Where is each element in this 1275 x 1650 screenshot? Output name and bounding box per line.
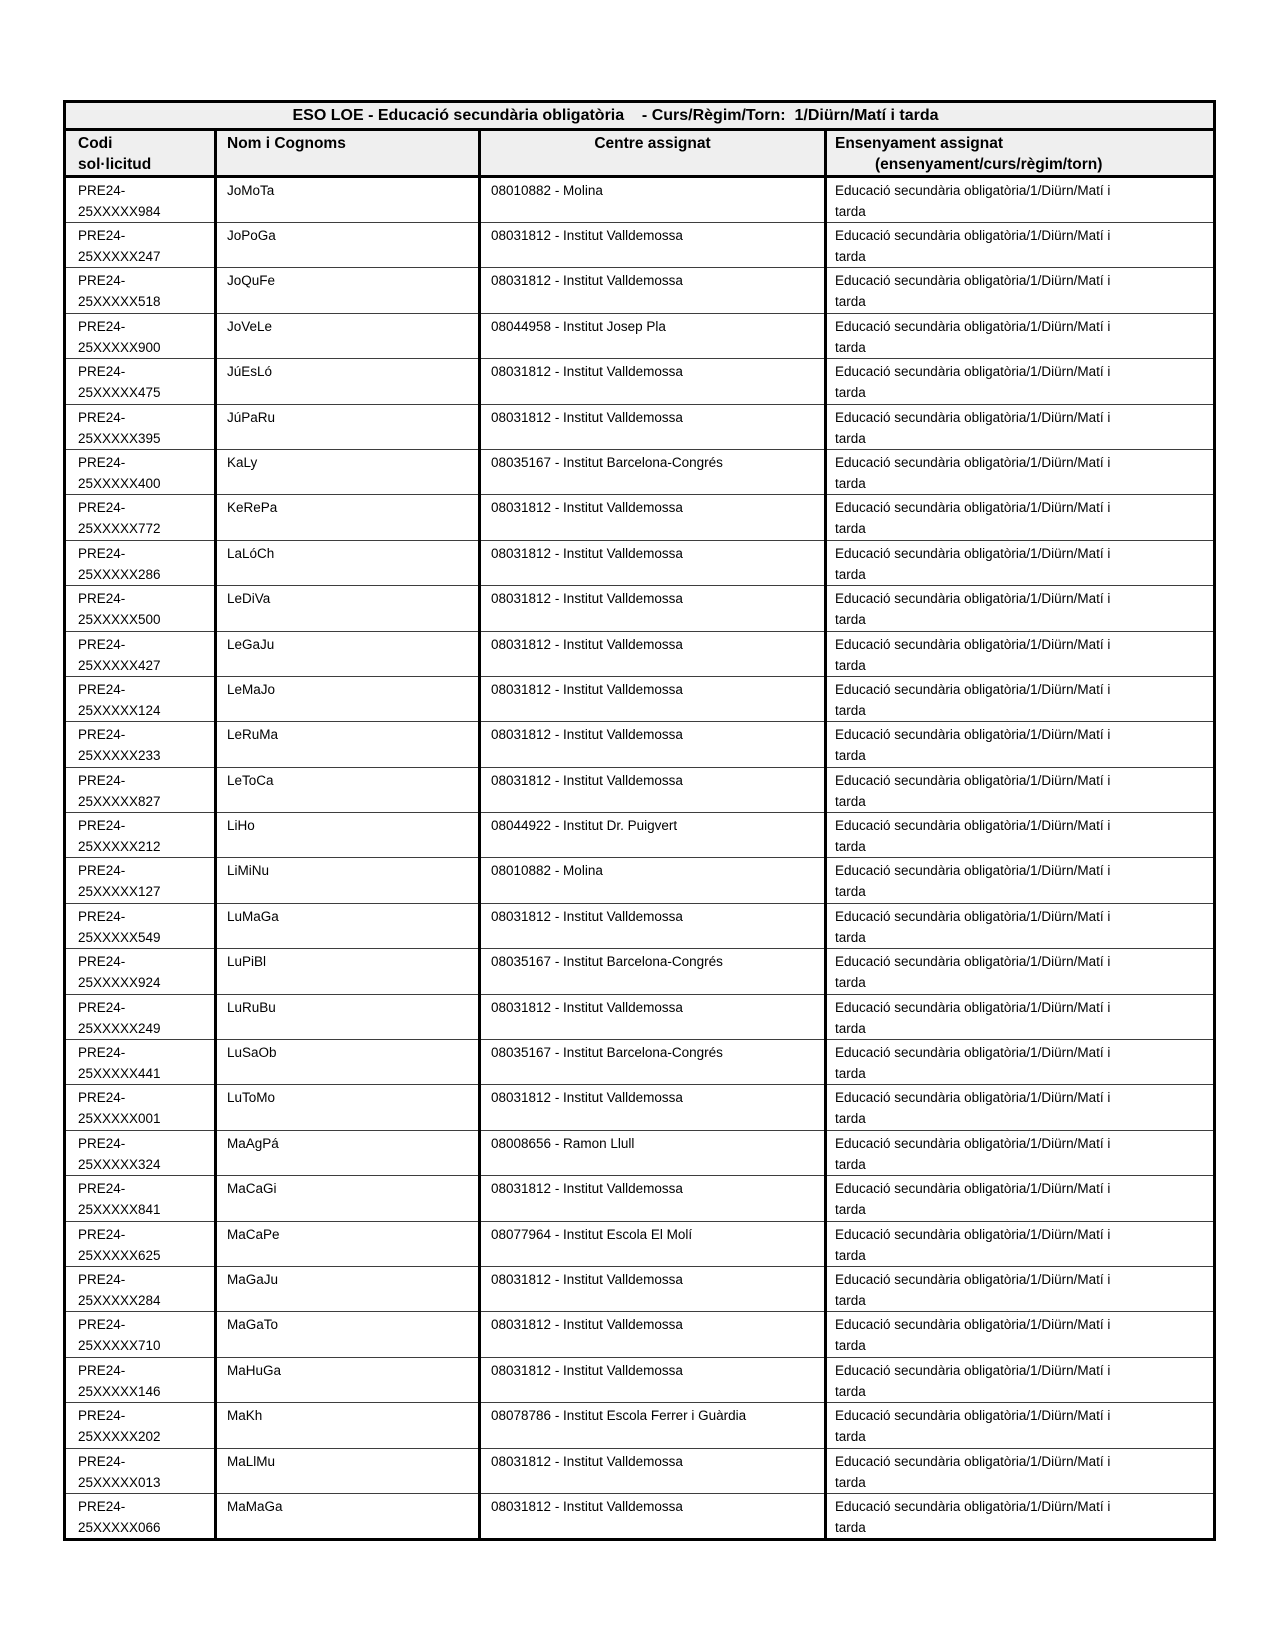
cell-nom: LeRuMa bbox=[216, 722, 480, 767]
ensenyament-line1: Educació secundària obligatòria/1/Diürn/Matí i bbox=[835, 1498, 1111, 1514]
cell-codi-sollicitud bbox=[65, 676, 216, 721]
ensenyament-line1: Educació secundària obligatòria/1/Diürn/Matí i bbox=[835, 454, 1111, 470]
cell-ensenyament bbox=[826, 767, 1215, 812]
header-codi-sollicitud bbox=[65, 130, 216, 177]
cell-nom: LuToMo bbox=[216, 1085, 480, 1130]
cell-codi-sollicitud bbox=[65, 1221, 216, 1266]
ensenyament-line1: Educació secundària obligatòria/1/Diürn/Matí i bbox=[835, 1045, 1111, 1061]
cell-centre: 08031812 - Institut Valldemossa bbox=[480, 1312, 826, 1357]
codi-line2: 25XXXXX324 bbox=[78, 1156, 161, 1172]
ensenyament-line1: Educació secundària obligatòria/1/Diürn/Matí i bbox=[835, 591, 1111, 607]
codi-line1: PRE24- bbox=[78, 545, 126, 561]
cell-nom: LeToCa bbox=[216, 767, 480, 812]
cell-codi-sollicitud bbox=[65, 813, 216, 858]
ensenyament-line1: Educació secundària obligatòria/1/Diürn/Matí i bbox=[835, 727, 1111, 743]
cell-codi-sollicitud bbox=[65, 359, 216, 404]
cell-codi-sollicitud bbox=[65, 404, 216, 449]
table-row bbox=[65, 631, 1215, 676]
cell-ensenyament bbox=[826, 722, 1215, 767]
cell-nom: LuPiBl bbox=[216, 949, 480, 994]
table-row bbox=[65, 540, 1215, 585]
cell-ensenyament bbox=[826, 1448, 1215, 1493]
cell-ensenyament bbox=[826, 449, 1215, 494]
cell-centre: 08031812 - Institut Valldemossa bbox=[480, 1176, 826, 1221]
codi-line1: PRE24- bbox=[78, 273, 126, 289]
ensenyament-line2: tarda bbox=[835, 1202, 866, 1218]
codi-line2: 25XXXXX286 bbox=[78, 566, 161, 582]
cell-centre: 08035167 - Institut Barcelona-Congrés bbox=[480, 949, 826, 994]
cell-ensenyament bbox=[826, 1493, 1215, 1539]
table-row bbox=[65, 1040, 1215, 1085]
codi-line1: PRE24- bbox=[78, 818, 126, 834]
cell-centre: 08031812 - Institut Valldemossa bbox=[480, 1357, 826, 1402]
ensenyament-line2: tarda bbox=[835, 1066, 866, 1082]
codi-line2: 25XXXXX233 bbox=[78, 748, 161, 764]
cell-codi-sollicitud bbox=[65, 1403, 216, 1448]
cell-nom: LeDiVa bbox=[216, 586, 480, 631]
table-row bbox=[65, 1312, 1215, 1357]
cell-nom: JoVeLe bbox=[216, 313, 480, 358]
cell-centre: 08031812 - Institut Valldemossa bbox=[480, 404, 826, 449]
codi-line2: 25XXXXX395 bbox=[78, 430, 161, 446]
cell-ensenyament bbox=[826, 1266, 1215, 1311]
cell-codi-sollicitud bbox=[65, 313, 216, 358]
codi-line1: PRE24- bbox=[78, 681, 126, 697]
header-codi-line2: sol·licitud bbox=[78, 156, 152, 173]
table-row bbox=[65, 949, 1215, 994]
table-title: ESO LOE - Educació secundària obligatòria - Curs/Règim/Torn: 1/Diürn/Matí i tarda bbox=[65, 102, 1215, 130]
table-row bbox=[65, 994, 1215, 1039]
cell-codi-sollicitud bbox=[65, 1312, 216, 1357]
cell-centre: 08031812 - Institut Valldemossa bbox=[480, 223, 826, 268]
codi-line2: 25XXXXX984 bbox=[78, 204, 161, 219]
ensenyament-line2: tarda bbox=[835, 385, 866, 401]
ensenyament-line2: tarda bbox=[835, 1111, 866, 1127]
cell-nom: KeRePa bbox=[216, 495, 480, 540]
preinscription-assignment-table bbox=[63, 100, 1213, 1541]
table-row bbox=[65, 313, 1215, 358]
cell-centre: 08044958 - Institut Josep Pla bbox=[480, 313, 826, 358]
cell-nom: LuMaGa bbox=[216, 903, 480, 948]
codi-line2: 25XXXXX427 bbox=[78, 657, 161, 673]
cell-codi-sollicitud bbox=[65, 722, 216, 767]
codi-line1: PRE24- bbox=[78, 1090, 126, 1106]
ensenyament-line1: Educació secundària obligatòria/1/Diürn/Matí i bbox=[835, 183, 1111, 198]
ensenyament-line1: Educació secundària obligatòria/1/Diürn/Matí i bbox=[835, 1181, 1111, 1197]
ensenyament-line1: Educació secundària obligatòria/1/Diürn/Matí i bbox=[835, 409, 1111, 425]
cell-nom: LuSaOb bbox=[216, 1040, 480, 1085]
ensenyament-line2: tarda bbox=[835, 975, 866, 991]
cell-ensenyament bbox=[826, 1040, 1215, 1085]
table-row bbox=[65, 404, 1215, 449]
codi-line2: 25XXXXX202 bbox=[78, 1429, 161, 1445]
cell-centre: 08031812 - Institut Valldemossa bbox=[480, 268, 826, 313]
codi-line1: PRE24- bbox=[78, 1271, 126, 1287]
table-row bbox=[65, 449, 1215, 494]
cell-codi-sollicitud bbox=[65, 540, 216, 585]
ensenyament-line1: Educació secundària obligatòria/1/Diürn/Matí i bbox=[835, 318, 1111, 334]
codi-line2: 25XXXXX841 bbox=[78, 1202, 161, 1218]
cell-nom: MaCaPe bbox=[216, 1221, 480, 1266]
codi-line1: PRE24- bbox=[78, 1181, 126, 1197]
header-nom-i-cognoms: Nom i Cognoms bbox=[216, 130, 480, 177]
codi-line1: PRE24- bbox=[78, 1045, 126, 1061]
ensenyament-line2: tarda bbox=[835, 839, 866, 855]
ensenyament-line2: tarda bbox=[835, 204, 866, 219]
ensenyament-line1: Educació secundària obligatòria/1/Diürn/Matí i bbox=[835, 500, 1111, 516]
codi-line1: PRE24- bbox=[78, 727, 126, 743]
cell-nom: LeMaJo bbox=[216, 676, 480, 721]
ensenyament-line2: tarda bbox=[835, 657, 866, 673]
ensenyament-line2: tarda bbox=[835, 566, 866, 582]
cell-codi-sollicitud bbox=[65, 1085, 216, 1130]
table-row bbox=[65, 1130, 1215, 1175]
codi-line1: PRE24- bbox=[78, 228, 126, 243]
ensenyament-line2: tarda bbox=[835, 249, 866, 264]
ensenyament-line2: tarda bbox=[835, 339, 866, 355]
cell-codi-sollicitud bbox=[65, 1493, 216, 1539]
cell-ensenyament bbox=[826, 1176, 1215, 1221]
cell-codi-sollicitud bbox=[65, 449, 216, 494]
table-header-row bbox=[65, 130, 1215, 177]
codi-line2: 25XXXXX066 bbox=[78, 1519, 161, 1535]
assignment-table bbox=[63, 100, 1216, 1541]
table-row bbox=[65, 177, 1215, 223]
codi-line1: PRE24- bbox=[78, 1362, 126, 1378]
ensenyament-line1: Educació secundària obligatòria/1/Diürn/Matí i bbox=[835, 772, 1111, 788]
cell-codi-sollicitud bbox=[65, 268, 216, 313]
ensenyament-line1: Educació secundària obligatòria/1/Diürn/Matí i bbox=[835, 545, 1111, 561]
codi-line1: PRE24- bbox=[78, 1226, 126, 1242]
cell-nom: MaLlMu bbox=[216, 1448, 480, 1493]
cell-ensenyament bbox=[826, 586, 1215, 631]
codi-line2: 25XXXXX475 bbox=[78, 385, 161, 401]
cell-nom: LiMiNu bbox=[216, 858, 480, 903]
codi-line2: 25XXXXX013 bbox=[78, 1474, 161, 1490]
ensenyament-line1: Educació secundària obligatòria/1/Diürn/Matí i bbox=[835, 818, 1111, 834]
cell-centre: 08031812 - Institut Valldemossa bbox=[480, 540, 826, 585]
ensenyament-line2: tarda bbox=[835, 793, 866, 809]
ensenyament-line1: Educació secundària obligatòria/1/Diürn/Matí i bbox=[835, 273, 1111, 289]
cell-nom: JoQuFe bbox=[216, 268, 480, 313]
cell-codi-sollicitud bbox=[65, 1130, 216, 1175]
ensenyament-line1: Educació secundària obligatòria/1/Diürn/Matí i bbox=[835, 1408, 1111, 1424]
table-row bbox=[65, 813, 1215, 858]
cell-centre: 08035167 - Institut Barcelona-Congrés bbox=[480, 449, 826, 494]
cell-ensenyament bbox=[826, 1312, 1215, 1357]
cell-nom: KaLy bbox=[216, 449, 480, 494]
codi-line1: PRE24- bbox=[78, 908, 126, 924]
ensenyament-line2: tarda bbox=[835, 1292, 866, 1308]
ensenyament-line2: tarda bbox=[835, 1383, 866, 1399]
table-row bbox=[65, 1403, 1215, 1448]
table-row bbox=[65, 1176, 1215, 1221]
codi-line1: PRE24- bbox=[78, 1453, 126, 1469]
cell-ensenyament bbox=[826, 1130, 1215, 1175]
ensenyament-line2: tarda bbox=[835, 430, 866, 446]
cell-centre: 08010882 - Molina bbox=[480, 858, 826, 903]
cell-nom: LuRuBu bbox=[216, 994, 480, 1039]
codi-line1: PRE24- bbox=[78, 454, 126, 470]
ensenyament-line2: tarda bbox=[835, 1429, 866, 1445]
cell-ensenyament bbox=[826, 177, 1215, 223]
codi-line2: 25XXXXX249 bbox=[78, 1020, 161, 1036]
cell-codi-sollicitud bbox=[65, 949, 216, 994]
cell-ensenyament bbox=[826, 1221, 1215, 1266]
ensenyament-line2: tarda bbox=[835, 748, 866, 764]
cell-codi-sollicitud bbox=[65, 495, 216, 540]
cell-codi-sollicitud bbox=[65, 767, 216, 812]
codi-line1: PRE24- bbox=[78, 364, 126, 380]
cell-ensenyament bbox=[826, 994, 1215, 1039]
cell-codi-sollicitud bbox=[65, 903, 216, 948]
ensenyament-line2: tarda bbox=[835, 1474, 866, 1490]
ensenyament-line2: tarda bbox=[835, 1338, 866, 1354]
table-body bbox=[65, 177, 1215, 1540]
table-row bbox=[65, 268, 1215, 313]
cell-ensenyament bbox=[826, 404, 1215, 449]
ensenyament-line2: tarda bbox=[835, 612, 866, 628]
ensenyament-line1: Educació secundària obligatòria/1/Diürn/Matí i bbox=[835, 1226, 1111, 1242]
codi-line2: 25XXXXX827 bbox=[78, 793, 161, 809]
codi-line2: 25XXXXX247 bbox=[78, 249, 161, 264]
ensenyament-line1: Educació secundària obligatòria/1/Diürn/Matí i bbox=[835, 1271, 1111, 1287]
ensenyament-line2: tarda bbox=[835, 702, 866, 718]
cell-centre: 08077964 - Institut Escola El Molí bbox=[480, 1221, 826, 1266]
ensenyament-line2: tarda bbox=[835, 884, 866, 900]
codi-line2: 25XXXXX441 bbox=[78, 1066, 161, 1082]
codi-line1: PRE24- bbox=[78, 183, 126, 198]
cell-centre: 08044922 - Institut Dr. Puigvert bbox=[480, 813, 826, 858]
codi-line2: 25XXXXX212 bbox=[78, 839, 161, 855]
cell-centre: 08031812 - Institut Valldemossa bbox=[480, 631, 826, 676]
cell-ensenyament bbox=[826, 1403, 1215, 1448]
cell-ensenyament bbox=[826, 540, 1215, 585]
table-row bbox=[65, 495, 1215, 540]
codi-line2: 25XXXXX900 bbox=[78, 339, 161, 355]
cell-codi-sollicitud bbox=[65, 1176, 216, 1221]
ensenyament-line2: tarda bbox=[835, 1519, 866, 1535]
codi-line2: 25XXXXX772 bbox=[78, 521, 161, 537]
codi-line1: PRE24- bbox=[78, 772, 126, 788]
codi-line1: PRE24- bbox=[78, 1135, 126, 1151]
table-row bbox=[65, 1085, 1215, 1130]
codi-line2: 25XXXXX124 bbox=[78, 702, 161, 718]
cell-centre: 08008656 - Ramon Llull bbox=[480, 1130, 826, 1175]
cell-nom: JúPaRu bbox=[216, 404, 480, 449]
cell-centre: 08078786 - Institut Escola Ferrer i Guàrdia bbox=[480, 1403, 826, 1448]
table-row bbox=[65, 1357, 1215, 1402]
cell-centre: 08031812 - Institut Valldemossa bbox=[480, 1448, 826, 1493]
ensenyament-line1: Educació secundària obligatòria/1/Diürn/Matí i bbox=[835, 1453, 1111, 1469]
table-row bbox=[65, 1221, 1215, 1266]
header-centre-assignat: Centre assignat bbox=[480, 130, 826, 177]
codi-line1: PRE24- bbox=[78, 318, 126, 334]
ensenyament-line1: Educació secundària obligatòria/1/Diürn/Matí i bbox=[835, 1090, 1111, 1106]
codi-line1: PRE24- bbox=[78, 636, 126, 652]
cell-nom: LaLóCh bbox=[216, 540, 480, 585]
cell-ensenyament bbox=[826, 858, 1215, 903]
cell-ensenyament bbox=[826, 495, 1215, 540]
cell-centre: 08031812 - Institut Valldemossa bbox=[480, 767, 826, 812]
table-row bbox=[65, 359, 1215, 404]
cell-codi-sollicitud bbox=[65, 1266, 216, 1311]
cell-ensenyament bbox=[826, 1085, 1215, 1130]
codi-line2: 25XXXXX001 bbox=[78, 1111, 161, 1127]
codi-line2: 25XXXXX146 bbox=[78, 1383, 161, 1399]
cell-nom: JoMoTa bbox=[216, 177, 480, 223]
table-title-row bbox=[65, 102, 1215, 130]
codi-line1: PRE24- bbox=[78, 500, 126, 516]
cell-codi-sollicitud bbox=[65, 223, 216, 268]
cell-codi-sollicitud bbox=[65, 586, 216, 631]
codi-line2: 25XXXXX127 bbox=[78, 884, 161, 900]
cell-nom: MaKh bbox=[216, 1403, 480, 1448]
cell-centre: 08031812 - Institut Valldemossa bbox=[480, 586, 826, 631]
codi-line1: PRE24- bbox=[78, 863, 126, 879]
cell-codi-sollicitud bbox=[65, 1448, 216, 1493]
codi-line2: 25XXXXX924 bbox=[78, 975, 161, 991]
ensenyament-line2: tarda bbox=[835, 929, 866, 945]
cell-codi-sollicitud bbox=[65, 177, 216, 223]
cell-centre: 08031812 - Institut Valldemossa bbox=[480, 1266, 826, 1311]
codi-line1: PRE24- bbox=[78, 1408, 126, 1424]
header-ensenyament-line1: Ensenyament assignat bbox=[835, 135, 1003, 152]
codi-line1: PRE24- bbox=[78, 1498, 126, 1514]
cell-ensenyament bbox=[826, 903, 1215, 948]
cell-codi-sollicitud bbox=[65, 631, 216, 676]
ensenyament-line1: Educació secundària obligatòria/1/Diürn/Matí i bbox=[835, 228, 1111, 243]
ensenyament-line1: Educació secundària obligatòria/1/Diürn/Matí i bbox=[835, 636, 1111, 652]
cell-nom: MaMaGa bbox=[216, 1493, 480, 1539]
cell-ensenyament bbox=[826, 631, 1215, 676]
codi-line2: 25XXXXX400 bbox=[78, 475, 161, 491]
cell-centre: 08035167 - Institut Barcelona-Congrés bbox=[480, 1040, 826, 1085]
cell-nom: MaCaGi bbox=[216, 1176, 480, 1221]
cell-centre: 08031812 - Institut Valldemossa bbox=[480, 1493, 826, 1539]
ensenyament-line1: Educació secundària obligatòria/1/Diürn/Matí i bbox=[835, 908, 1111, 924]
table-row bbox=[65, 858, 1215, 903]
codi-line1: PRE24- bbox=[78, 591, 126, 607]
cell-nom: LiHo bbox=[216, 813, 480, 858]
ensenyament-line1: Educació secundària obligatòria/1/Diürn/Matí i bbox=[835, 954, 1111, 970]
codi-line2: 25XXXXX710 bbox=[78, 1338, 161, 1354]
header-ensenyament-assignat bbox=[826, 130, 1215, 177]
table-row bbox=[65, 1448, 1215, 1493]
cell-centre: 08031812 - Institut Valldemossa bbox=[480, 676, 826, 721]
table-row bbox=[65, 1266, 1215, 1311]
cell-ensenyament bbox=[826, 268, 1215, 313]
codi-line2: 25XXXXX284 bbox=[78, 1292, 161, 1308]
ensenyament-line1: Educació secundària obligatòria/1/Diürn/Matí i bbox=[835, 681, 1111, 697]
table-row bbox=[65, 722, 1215, 767]
codi-line1: PRE24- bbox=[78, 1317, 126, 1333]
cell-centre: 08031812 - Institut Valldemossa bbox=[480, 994, 826, 1039]
ensenyament-line2: tarda bbox=[835, 1247, 866, 1263]
cell-nom: MaGaJu bbox=[216, 1266, 480, 1311]
cell-centre: 08031812 - Institut Valldemossa bbox=[480, 495, 826, 540]
cell-centre: 08031812 - Institut Valldemossa bbox=[480, 722, 826, 767]
codi-line2: 25XXXXX500 bbox=[78, 612, 161, 628]
table-row bbox=[65, 767, 1215, 812]
ensenyament-line1: Educació secundària obligatòria/1/Diürn/Matí i bbox=[835, 1362, 1111, 1378]
codi-line1: PRE24- bbox=[78, 409, 126, 425]
codi-line2: 25XXXXX625 bbox=[78, 1247, 161, 1263]
codi-line1: PRE24- bbox=[78, 999, 126, 1015]
cell-ensenyament bbox=[826, 313, 1215, 358]
ensenyament-line2: tarda bbox=[835, 475, 866, 491]
ensenyament-line1: Educació secundària obligatòria/1/Diürn/Matí i bbox=[835, 999, 1111, 1015]
ensenyament-line1: Educació secundària obligatòria/1/Diürn/Matí i bbox=[835, 1317, 1111, 1333]
codi-line2: 25XXXXX518 bbox=[78, 294, 161, 310]
cell-ensenyament bbox=[826, 359, 1215, 404]
cell-codi-sollicitud bbox=[65, 858, 216, 903]
table-row bbox=[65, 676, 1215, 721]
ensenyament-line2: tarda bbox=[835, 521, 866, 537]
ensenyament-line1: Educació secundària obligatòria/1/Diürn/Matí i bbox=[835, 1135, 1111, 1151]
cell-nom: MaHuGa bbox=[216, 1357, 480, 1402]
codi-line2: 25XXXXX549 bbox=[78, 929, 161, 945]
cell-codi-sollicitud bbox=[65, 994, 216, 1039]
ensenyament-line2: tarda bbox=[835, 1020, 866, 1036]
table-row bbox=[65, 1493, 1215, 1539]
table-row bbox=[65, 903, 1215, 948]
cell-ensenyament bbox=[826, 813, 1215, 858]
cell-codi-sollicitud bbox=[65, 1357, 216, 1402]
cell-nom: JúEsLó bbox=[216, 359, 480, 404]
cell-ensenyament bbox=[826, 1357, 1215, 1402]
cell-centre: 08031812 - Institut Valldemossa bbox=[480, 1085, 826, 1130]
cell-centre: 08031812 - Institut Valldemossa bbox=[480, 359, 826, 404]
ensenyament-line2: tarda bbox=[835, 1156, 866, 1172]
cell-nom: LeGaJu bbox=[216, 631, 480, 676]
cell-nom: JoPoGa bbox=[216, 223, 480, 268]
cell-centre: 08031812 - Institut Valldemossa bbox=[480, 903, 826, 948]
cell-centre: 08010882 - Molina bbox=[480, 177, 826, 223]
ensenyament-line1: Educació secundària obligatòria/1/Diürn/Matí i bbox=[835, 863, 1111, 879]
cell-ensenyament bbox=[826, 949, 1215, 994]
ensenyament-line1: Educació secundària obligatòria/1/Diürn/Matí i bbox=[835, 364, 1111, 380]
header-codi-line1: Codi bbox=[78, 135, 113, 152]
cell-nom: MaGaTo bbox=[216, 1312, 480, 1357]
ensenyament-line2: tarda bbox=[835, 294, 866, 310]
codi-line1: PRE24- bbox=[78, 954, 126, 970]
table-row bbox=[65, 586, 1215, 631]
cell-codi-sollicitud bbox=[65, 1040, 216, 1085]
header-ensenyament-line2: (ensenyament/curs/règim/torn) bbox=[875, 156, 1103, 173]
table-row bbox=[65, 223, 1215, 268]
cell-nom: MaAgPá bbox=[216, 1130, 480, 1175]
cell-ensenyament bbox=[826, 676, 1215, 721]
cell-ensenyament bbox=[826, 223, 1215, 268]
